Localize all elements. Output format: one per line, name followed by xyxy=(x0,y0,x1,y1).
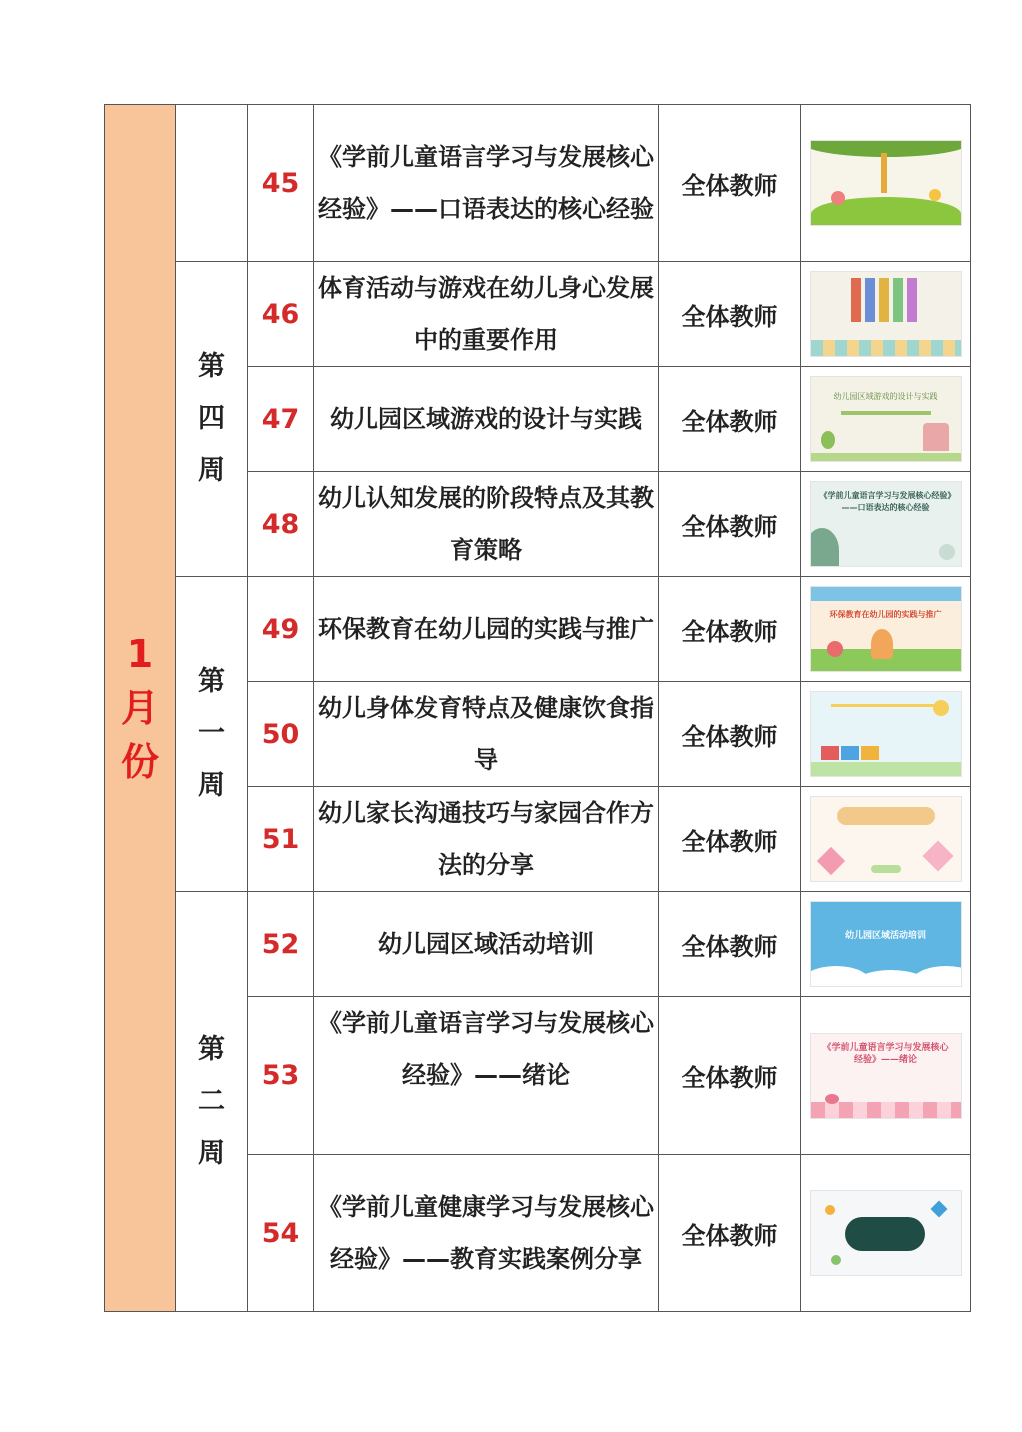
session-number: 45 xyxy=(248,105,314,262)
month-label: 1月份 xyxy=(120,632,159,784)
forest-slide-thumbnail xyxy=(810,140,962,226)
session-topic: 幼儿园区域游戏的设计与实践 xyxy=(314,367,659,472)
slide-thumbnail-cell xyxy=(801,577,971,682)
table-row xyxy=(105,105,971,262)
thumbnail-title: 幼儿园区域游戏的设计与实践 xyxy=(833,392,938,401)
month-cell xyxy=(105,105,176,1312)
session-number: 54 xyxy=(248,1155,314,1312)
slide-thumbnail-cell xyxy=(801,997,971,1155)
slide-thumbnail-cell xyxy=(801,1155,971,1312)
session-topic: 体育活动与游戏在幼儿身心发展中的重要作用 xyxy=(314,262,659,367)
session-audience: 全体教师 xyxy=(659,367,801,472)
session-topic xyxy=(314,997,659,1155)
table-row xyxy=(105,892,971,997)
hearts-slide-thumbnail xyxy=(810,796,962,882)
thumbnail-title: 《学前儿童语言学习与发展核心经验》——绪论 xyxy=(822,1042,949,1065)
session-audience: 全体教师 xyxy=(659,892,801,997)
kids-slide-thumbnail xyxy=(810,586,962,672)
leaf-slide-thumbnail xyxy=(810,481,962,567)
session-number: 46 xyxy=(248,262,314,367)
session-audience: 全体教师 xyxy=(659,997,801,1155)
slide-thumbnail-cell xyxy=(801,367,971,472)
session-number: 52 xyxy=(248,892,314,997)
slide-thumbnail-cell xyxy=(801,105,971,262)
session-topic: 幼儿园区域活动培训 xyxy=(314,892,659,997)
slide-thumbnail-cell xyxy=(801,787,971,892)
slide-thumbnail-cell xyxy=(801,892,971,997)
bookmark-slide-thumbnail xyxy=(810,271,962,357)
session-number: 53 xyxy=(248,997,314,1155)
thumbnail-title: 《学前儿童语言学习与发展核心经验》——口语表达的核心经验 xyxy=(819,491,952,512)
table-row xyxy=(105,262,971,367)
week-cell xyxy=(176,892,248,1312)
table-row xyxy=(105,577,971,682)
session-audience: 全体教师 xyxy=(659,577,801,682)
session-audience: 全体教师 xyxy=(659,262,801,367)
train-slide-thumbnail xyxy=(810,691,962,777)
week-label: 第四周 xyxy=(198,351,225,486)
week-cell xyxy=(176,262,248,577)
session-audience: 全体教师 xyxy=(659,105,801,262)
session-topic: 《学前儿童健康学习与发展核心经验》——教育实践案例分享 xyxy=(314,1155,659,1312)
slide-thumbnail-cell xyxy=(801,682,971,787)
week-label: 第一周 xyxy=(198,666,225,801)
session-audience: 全体教师 xyxy=(659,682,801,787)
cloud-slide-thumbnail xyxy=(810,901,962,987)
session-audience: 全体教师 xyxy=(659,787,801,892)
session-audience: 全体教师 xyxy=(659,472,801,577)
session-topic: 幼儿认知发展的阶段特点及其教育策略 xyxy=(314,472,659,577)
chalkboard-slide-thumbnail xyxy=(810,1190,962,1276)
session-number: 47 xyxy=(248,367,314,472)
session-number: 48 xyxy=(248,472,314,577)
garden-slide-thumbnail xyxy=(810,376,962,462)
session-topic-text: 《学前儿童语言学习与发展核心经验》——绪论 xyxy=(318,1009,654,1089)
week-cell-empty xyxy=(176,105,248,262)
session-topic: 《学前儿童语言学习与发展核心经验》——口语表达的核心经验 xyxy=(314,105,659,262)
week-cell xyxy=(176,577,248,892)
session-topic: 幼儿家长沟通技巧与家园合作方法的分享 xyxy=(314,787,659,892)
session-number: 51 xyxy=(248,787,314,892)
slide-thumbnail-cell xyxy=(801,472,971,577)
session-number: 50 xyxy=(248,682,314,787)
session-number: 49 xyxy=(248,577,314,682)
session-topic: 环保教育在幼儿园的实践与推广 xyxy=(314,577,659,682)
session-topic: 幼儿身体发育特点及健康饮食指导 xyxy=(314,682,659,787)
slide-thumbnail-cell xyxy=(801,262,971,367)
training-schedule-table xyxy=(104,104,971,1312)
pink-slide-thumbnail xyxy=(810,1033,962,1119)
thumbnail-title: 幼儿园区域活动培训 xyxy=(844,931,926,941)
week-label: 第二周 xyxy=(198,1033,225,1169)
session-audience: 全体教师 xyxy=(659,1155,801,1312)
thumbnail-title: 环保教育在幼儿园的实践与推广 xyxy=(829,610,942,619)
